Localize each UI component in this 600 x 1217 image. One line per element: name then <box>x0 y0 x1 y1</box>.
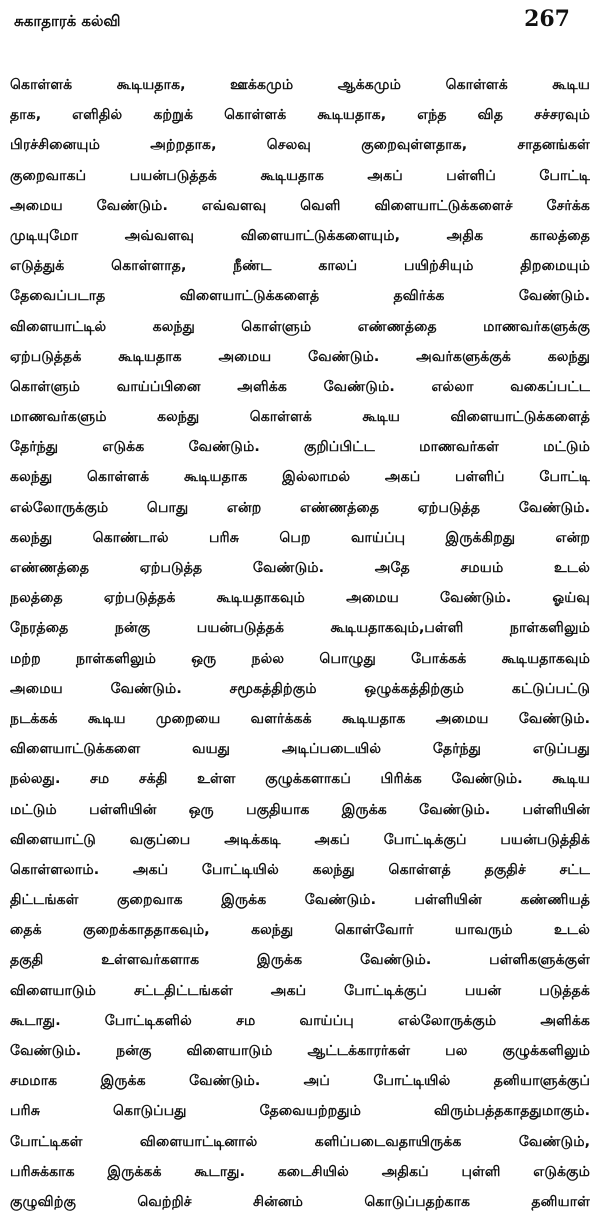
text-line: விளையாடும் சட்டதிட்டங்கள் அகப் போட்டிக்குப் பயன் படுத்தக் <box>10 982 590 999</box>
running-title: சுகாதாரக் கல்வி <box>14 12 121 30</box>
text-line: விளையாட்டுக்களை வயது அடிப்படையில் தேர்ந்து எடுப்பது <box>10 741 590 758</box>
text-line: சமமாக இருக்க வேண்டும். அப் போட்டியில் தனியாளுக்குப் <box>10 1073 590 1090</box>
text-line: நல்லது. சம சக்தி உள்ள குழுக்களாகப் பிரிக்க வேண்டும். கூடிய <box>10 771 590 788</box>
text-line: தாக, எளிதில் கற்றுக் கொள்ளக் கூடியதாக, எந்த வித சச்சரவும் <box>10 107 590 124</box>
text-line: பரிசுக்காக இருக்கக் கூடாது. கடைசியில் அதிகப் புள்ளி எடுக்கும் <box>10 1163 590 1180</box>
text-line: கொள்ளலாம். அகப் போட்டியில் கலந்து கொள்ளத் தகுதிச் சட்ட <box>10 861 590 878</box>
text-line: நேரத்தை நன்கு பயன்படுத்தக் கூடியதாகவும்,பள்ளி நாள்களிலும் <box>10 620 590 637</box>
text-line: தேவைப்படாத விளையாட்டுக்களைத் தவிர்க்க வேண்டும். <box>10 288 590 305</box>
text-line: எடுத்துக் கொள்ளாத, நீண்ட காலப் பயிற்சியும் திறமையும் <box>10 258 590 275</box>
text-line: எண்ணத்தை ஏற்படுத்த வேண்டும். அதே சமயம் உடல் <box>10 560 590 576</box>
text-line: எல்லோருக்கும் பொது என்ற எண்ணத்தை ஏற்படுத்த வேண்டும். <box>10 499 590 516</box>
text-line: தேர்ந்து எடுக்க வேண்டும். குறிப்பிட்ட மாணவர்கள் மட்டும் <box>10 439 590 456</box>
text-line: நலத்தை ஏற்படுத்தக் கூடியதாகவும் அமைய வேண்டும். ஓய்வு <box>10 590 590 607</box>
text-line: தகுதி உள்ளவர்களாக இருக்க வேண்டும். பள்ளிகளுக்குள் <box>10 952 590 969</box>
text-line: அமைய வேண்டும். சமூகத்திற்கும் ஒழுக்கத்திற்கும் கட்டுப்பட்டு <box>10 680 590 697</box>
text-line: மற்ற நாள்களிலும் ஒரு நல்ல பொழுது போக்கக் கூடியதாகவும் <box>10 650 590 667</box>
text-line: அமைய வேண்டும். எவ்வளவு வெளி விளையாட்டுக்களைச் சேர்க்க <box>10 197 590 214</box>
text-line: கலந்து கொண்டால் பரிசு பெற வாய்ப்பு இருக்கிறது என்ற <box>10 529 590 546</box>
text-line: ஏற்படுத்தக் கூடியதாக அமைய வேண்டும். அவர்களுக்குக் கலந்து <box>10 348 590 365</box>
text-line: குறைவாகப் பயன்படுத்தக் கூடியதாக அகப் பள்ளிப் போட்டி <box>10 167 590 184</box>
text-line: வேண்டும். நன்கு விளையாடும் ஆட்டக்காரர்கள் பல குழுக்களிலும் <box>10 1043 590 1059</box>
text-line: கலந்து கொள்ளக் கூடியதாக இல்லாமல் அகப் பள்ளிப் போட்டி <box>10 469 590 486</box>
text-line: விளையாட்டில் கலந்து கொள்ளும் எண்ணத்தை மாணவர்களுக்கு <box>10 318 590 335</box>
text-line: நடக்கக் கூடிய முறையை வளர்க்கக் கூடியதாக அமைய வேண்டும். <box>10 710 590 727</box>
body-text <box>10 70 590 1217</box>
text-line: பிரச்சினையும் அற்றதாக, செலவு குறைவுள்ளதாக, சாதனங்கள் <box>10 137 590 154</box>
text-line: போட்டிகள் விளையாட்டினால் களிப்படைவதாயிருக்க வேண்டும், <box>10 1133 590 1150</box>
text-line: தைக் குறைக்காததாகவும், கலந்து கொள்வோர் யாவரும் உடல் <box>10 922 590 939</box>
text-line: கொள்ளக் கூடியதாக, ஊக்கமும் ஆக்கமும் கொள்ளக் கூடிய <box>10 77 590 93</box>
text-line: குழுவிற்கு வெற்றிச் சின்னம் கொடுப்பதற்காக தனியாள் <box>10 1193 590 1210</box>
text-line: மாணவர்களும் கலந்து கொள்ளக் கூடிய விளையாட்டுக்களைத் <box>10 409 590 426</box>
text-line: திட்டங்கள் குறைவாக இருக்க வேண்டும். பள்ளியின் கண்ணியத் <box>10 892 590 909</box>
text-line: முடியுமோ அவ்வளவு விளையாட்டுக்களையும், அதிக காலத்தை <box>10 227 590 244</box>
text-line: மட்டும் பள்ளியின் ஒரு பகுதியாக இருக்க வேண்டும். பள்ளியின் <box>10 801 590 818</box>
text-line: விளையாட்டு வகுப்பை அடிக்கடி அகப் போட்டிக்குப் பயன்படுத்திக் <box>10 831 590 848</box>
page-number: 267 <box>524 6 570 32</box>
text-line: கொள்ளும் வாய்ப்பினை அளிக்க வேண்டும். எல்லா வகைப்பட்ட <box>10 378 590 395</box>
text-line: கூடாது. போட்டிகளில் சம வாய்ப்பு எல்லோருக்கும் அளிக்க <box>10 1012 590 1029</box>
text-line: பரிசு கொடுப்பது தேவையற்றதும் விரும்பத்தகாததுமாகும். <box>10 1103 590 1120</box>
